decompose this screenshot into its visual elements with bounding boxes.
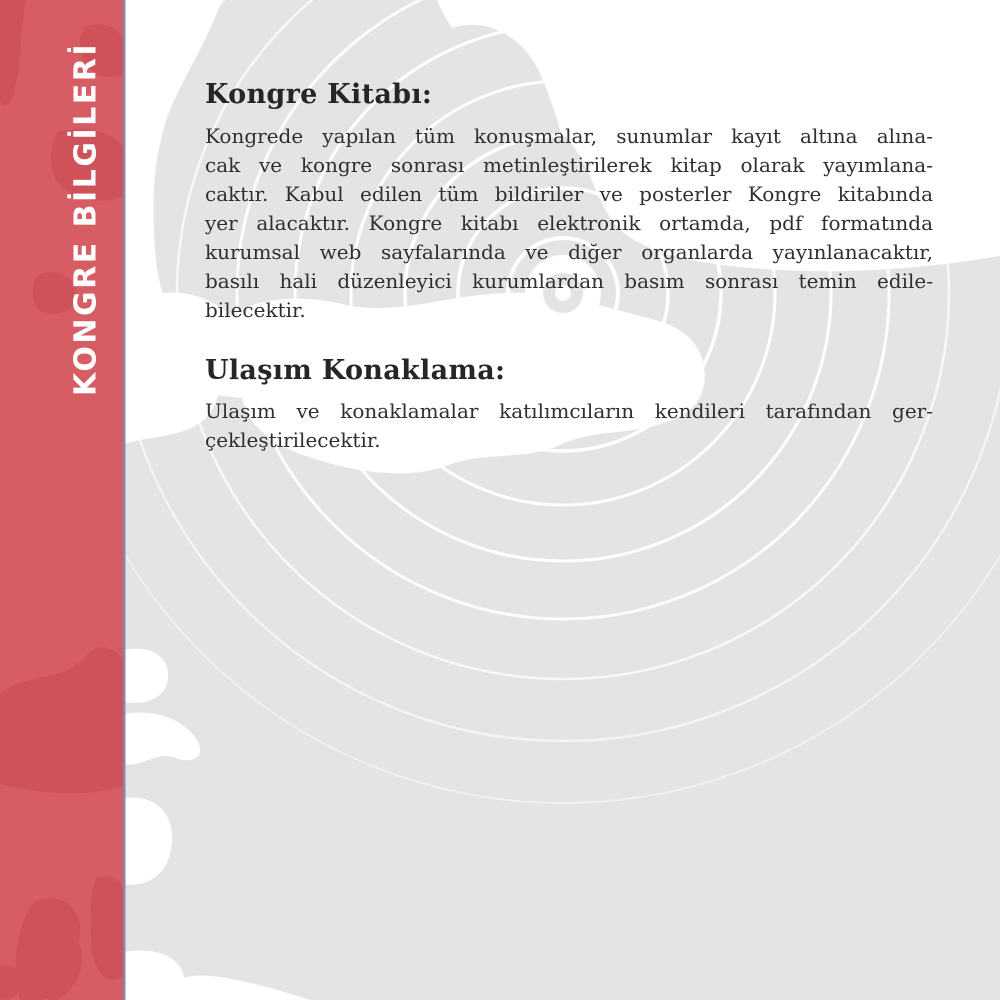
text-line: Ulaşım ve konaklamalar katılımcıların kendileri tarafından ger-	[205, 399, 933, 423]
text-line: bilecektir.	[205, 298, 306, 322]
text-line: kurumsal web sayfalarında ve diğer organlarda yayınlanacaktır,	[205, 240, 933, 264]
sidebar-title: KONGRE BİLGİLERİ	[68, 42, 104, 396]
text-line: çekleştirilecektir.	[205, 428, 381, 452]
section-heading-ulasim-konaklama: Ulaşım Konaklama:	[205, 355, 506, 386]
text-line: cak ve kongre sonrası metinleştirilerek kitap olarak yayımlana-	[205, 153, 933, 177]
text-line: basılı hali düzenleyici kurumlardan basım sonrası temin edile-	[205, 269, 933, 293]
text-line: yer alacaktır. Kongre kitabı elektronik ortamda, pdf formatında	[205, 211, 933, 235]
page-content	[205, 77, 933, 455]
text-line: Kongrede yapılan tüm konuşmalar, sunumlar kayıt altına alına-	[205, 124, 933, 148]
divider-line	[123, 0, 126, 1000]
text-line: caktır. Kabul edilen tüm bildiriler ve posterler Kongre kitabında	[205, 182, 933, 206]
section-heading-kongre-kitabi: Kongre Kitabı:	[205, 79, 433, 110]
section-ulasim-konaklama	[205, 353, 933, 455]
section-kongre-kitabi	[205, 77, 933, 325]
